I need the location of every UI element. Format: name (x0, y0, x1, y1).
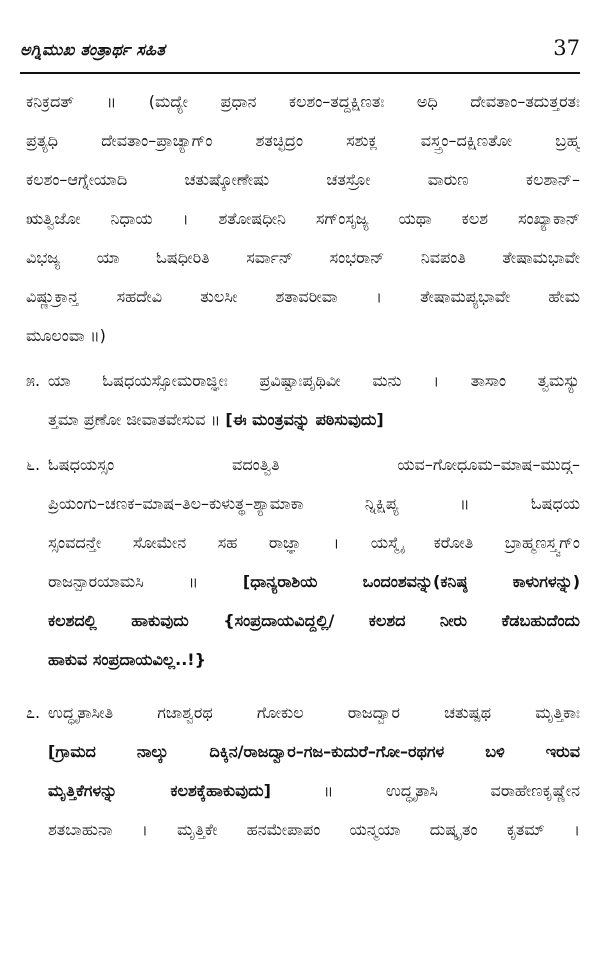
text-line (48, 562, 580, 601)
text-line: ಸ್ಸಂವದನ್ತೇ ಸೋಮೇನ ಸಹ ರಾಜ್ಞಾ । ಯಸ್ಮೈ ಕರೋತಿ ಬ್ರಾಹ್ಮಣಸ್ತ್ವಗ್ಂ (48, 533, 580, 552)
item-number: ೫. (26, 371, 41, 390)
instruction-note: ಮೃತ್ತಿಕೆಗಳನ್ನು ಕಲಶಕ್ಕೆಹಾಕುವುದು] (48, 781, 271, 800)
text-line: ಪ್ರತ್ಯಧಿ ದೇವತಾಂ–ಪ್ರಾಚ್ಯಾಗ್ಂ ಶತಚ್ಛಿದ್ರಂ ಸಶುಕ್ಲ ವಸ್ತ್ರಂ–ದಕ್ಷಿಣತೋ ಬ್ರಹ್ಮ (26, 131, 580, 150)
instruction-note-line: ಹಾಕುವ ಸಂಪ್ರದಾಯವಿಲ್ಲ..!} (48, 650, 206, 669)
verse-text: ತ್ತಮಾ ಪ್ರಣೋ ಜೀವಾತವೇಸುವ ॥ (48, 410, 221, 429)
item-number: ೭. (26, 703, 41, 722)
text-line: ಪ್ರಿಯಂಗು–ಚಣಕ–ಮಾಷ–ತಿಲ–ಕುಳುತ್ಥ–ಶ್ಯಾಮಾಕಾ ನ್ನಿಕ್ಷಿಪ್ಯ ॥ ಓಷಧಯ (48, 494, 580, 513)
text-line: ಮೂಲಂವಾ ॥) (26, 326, 106, 345)
text-line (48, 771, 580, 810)
verse-text: ॥ ಉದ್ಧೃತಾಸಿ ವರಾಹೇಣಕೃಷ್ಣೇನ (323, 781, 580, 800)
verse-item-7 (26, 693, 580, 849)
verse-item-6 (26, 445, 580, 679)
verse-item-5 (26, 361, 580, 439)
instruction-note-line: ಕಲಶದಲ್ಲಿ ಹಾಕುವುದು {ಸಂಪ್ರದಾಯವಿದ್ದಲ್ಲಿ/ ಕಲಶದ ನೀರು ಕೆಡಬಹುದೆಂದು (48, 611, 580, 630)
text-line: ಋತ್ವಿಜೋ ನಿಧಾಯ । ಶತೋಷಧೀನಿ ಸಗ್ಂಸೃಜ್ಯ ಯಥಾ ಕಲಶ ಸಂಖ್ಯಾಕಾನ್ (26, 209, 580, 228)
header-title: ಅಗ್ನಿಮುಖ ತಂತ್ರಾರ್ಥ ಸಹಿತ (20, 40, 166, 59)
text-line: ಕನಿಕ್ರದತ್ ॥ (ಮದ್ಯೇ ಪ್ರಧಾನ ಕಲಶಂ–ತದ್ದಕ್ಷಿಣತಃ ಅಧಿ ದೇವತಾಂ–ತದುತ್ತರತಃ (26, 92, 580, 111)
instruction-note: [ಧಾನ್ಯರಾಶಿಯ ಒಂದಂಶವನ್ನು(ಕನಿಷ್ಠ ಕಾಳುಗಳನ್ನು) (242, 572, 580, 591)
verse-text: ರಾಜನ್ಪಾರಯಾಮಸಿ ॥ (48, 572, 199, 591)
text-line: ಕಲಶಂ–ಆಗ್ನೇಯಾದಿ ಚತುಷ್ಕೋಣೇಷು ಚತಸ್ರೋ ವಾರುಣ ಕಲಶಾನ್– (26, 170, 580, 189)
text-line: ಯಾ ಓಷಧಯಸ್ಸೋಮರಾಜ್ಞೀಃ ಪ್ರವಿಷ್ಟಾಃಪೃಥಿವೀ ಮನು । ತಾಸಾಂ ತ್ವಮಸ್ಯು (48, 371, 580, 390)
text-line: ಉದ್ಧೃತಾಸೀತಿ ಗಜಾಶ್ವರಥ ಗೋಕುಲ ರಾಜದ್ವಾರ ಚತುಷ್ಪಥ ಮೃತ್ತಿಕಾಃ (48, 703, 580, 722)
page-number: 37 (553, 36, 580, 60)
item-number: ೬. (26, 455, 41, 474)
text-line: ವಿಷ್ಣುಕ್ರಾನ್ತ ಸಹದೇವಿ ತುಲಸೀ ಶತಾವರೀವಾ । ತೇಷಾಮಪ್ಯಭಾವೇ ಹೇಮ (26, 287, 580, 306)
page-header (20, 34, 580, 74)
text-line: ವಿಭಜ್ಯ ಯಾ ಓಷಧೀರಿತಿ ಸರ್ವಾನ್ ಸಂಭರಾನ್ ನಿವಪಂತಿ ತೇಷಾಮಭಾವೇ (26, 248, 580, 267)
text-line: ಓಷಧಯಸ್ಸಂ ವದಂತ್ವಿತಿ ಯವ–ಗೋಧೂಮ–ಮಾಷ–ಮುದ್ಗ– (48, 455, 580, 474)
paragraph (26, 82, 580, 355)
text-line: ಶತಬಾಹುನಾ । ಮೃತ್ತಿಕೇ ಹನಮೇಪಾಪಂ ಯನ್ಮಯಾ ದುಷ್ಕೃತಂ ಕೃತಮ್ । (48, 820, 580, 839)
page-content (26, 82, 580, 849)
instruction-note: [ಈ ಮಂತ್ರವನ್ನು ಪಠಿಸುವುದು] (225, 410, 384, 429)
text-line (48, 400, 580, 439)
instruction-note-line: [ಗ್ರಾಮದ ನಾಲ್ಕು ದಿಕ್ಕಿನ/ರಾಜದ್ವಾರ–ಗಜ–ಕುದುರೆ–ಗೋ–ರಥಗಳ ಬಳಿ ಇರುವ (48, 742, 580, 761)
